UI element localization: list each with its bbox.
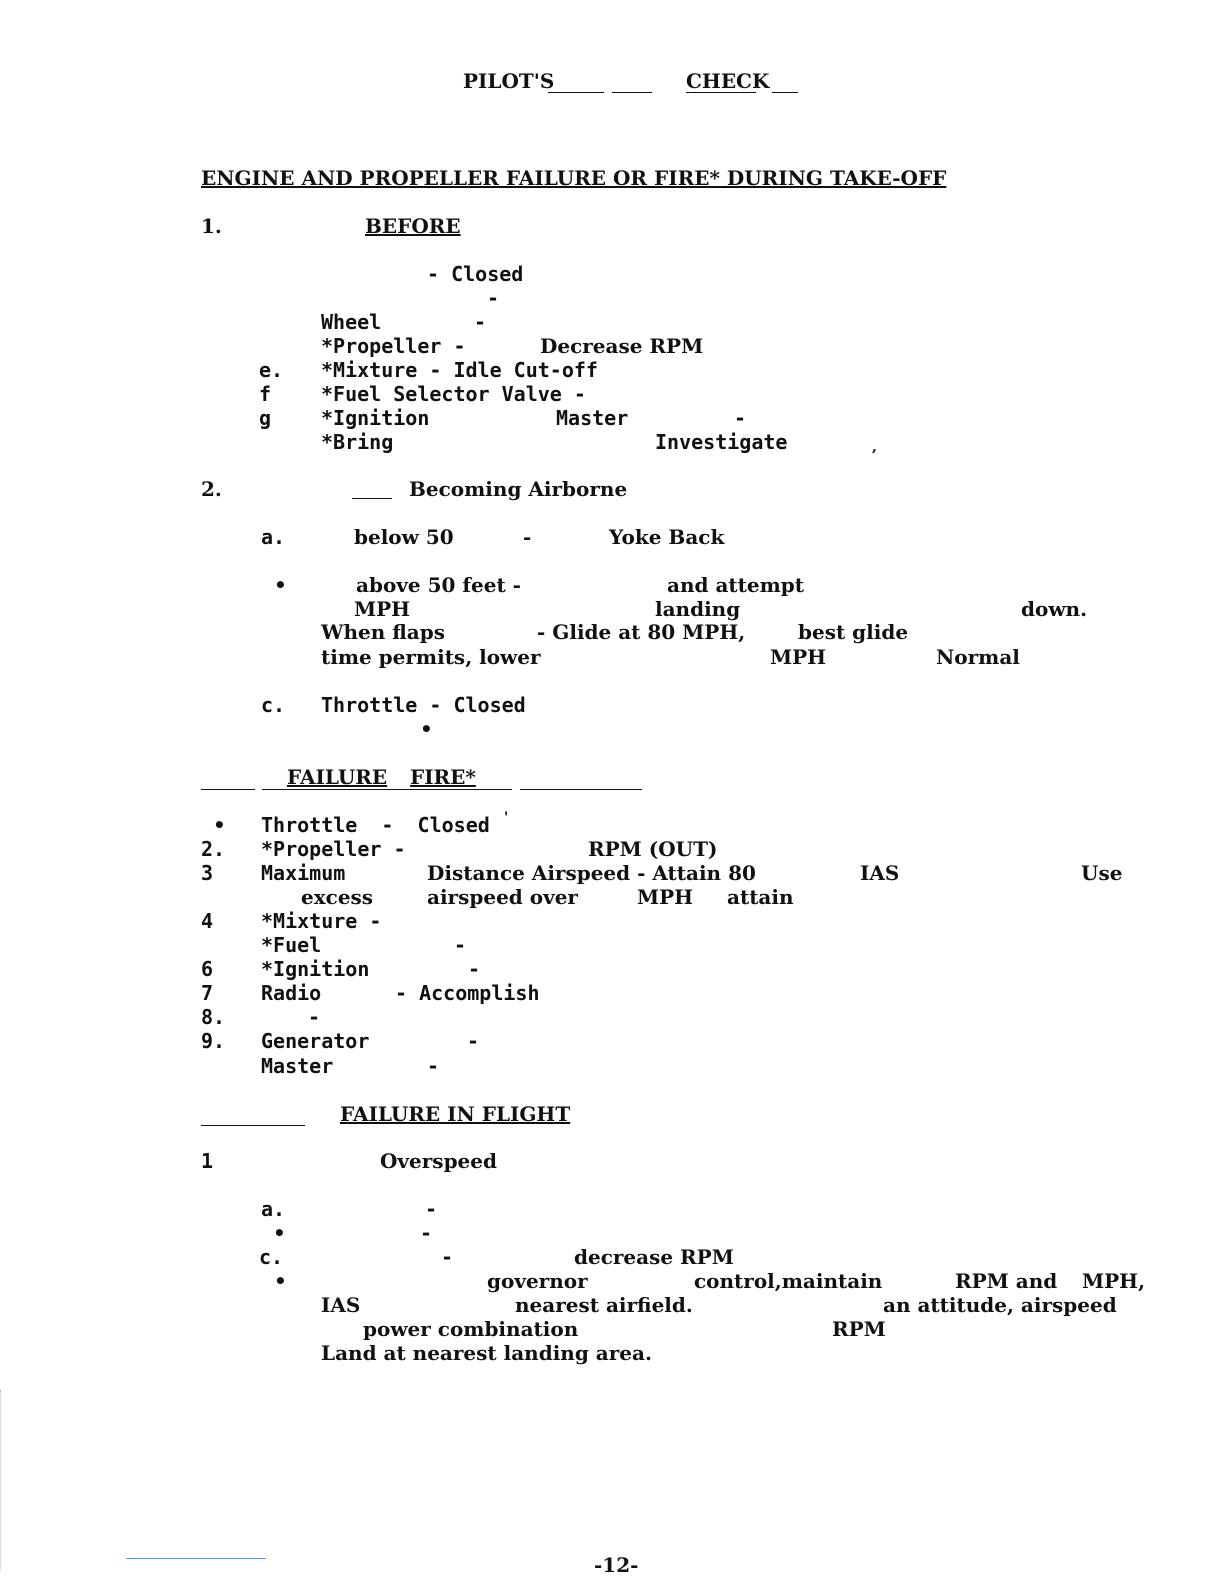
blank-line xyxy=(520,789,642,790)
text-master: Master xyxy=(261,1054,334,1078)
dash: - xyxy=(487,286,500,310)
item-number: 3 xyxy=(201,861,214,885)
blank-line xyxy=(612,92,652,93)
item-title-before: BEFORE xyxy=(365,214,461,238)
item-number: 2. xyxy=(201,837,226,861)
text-mph: MPH xyxy=(354,597,411,621)
bullet: • xyxy=(274,573,287,597)
text-above-50: above 50 feet - xyxy=(356,573,521,597)
text-rpm: RPM xyxy=(832,1317,886,1341)
dash: - xyxy=(734,406,747,430)
text-time-permits: time permits, lower xyxy=(321,645,541,669)
text-power-combination: power combination xyxy=(363,1317,579,1341)
item-letter: a. xyxy=(261,1197,286,1221)
item-number: 1. xyxy=(201,214,222,238)
text-generator: Generator xyxy=(261,1029,370,1053)
text-use: Use xyxy=(1081,861,1123,885)
text-ias: IAS xyxy=(321,1293,361,1317)
item-letter: c. xyxy=(259,1245,284,1269)
item-number: 7 xyxy=(201,981,214,1005)
bullet: • xyxy=(213,813,226,837)
text-nearest-airfield: nearest airfield. xyxy=(515,1293,693,1317)
text-glide-80: - Glide at 80 MPH, xyxy=(537,620,746,644)
blank-line xyxy=(772,92,798,93)
text-fuel-selector: *Fuel Selector Valve - xyxy=(321,382,586,406)
dash: - xyxy=(474,310,487,334)
text-control-maintain: control,maintain xyxy=(694,1269,883,1293)
text-best-glide: best glide xyxy=(798,620,909,644)
header-title-part2: CHECK xyxy=(686,69,770,93)
dash: - xyxy=(467,1029,480,1053)
text-master: Master xyxy=(556,406,629,430)
dash: - xyxy=(441,1245,454,1269)
text-ignition: *Ignition xyxy=(321,406,430,430)
footnote-rule xyxy=(126,1558,266,1559)
text-yoke-back: Yoke Back xyxy=(609,525,725,549)
page-number: -12- xyxy=(594,1553,639,1577)
scan-edge xyxy=(0,1390,3,1570)
underline xyxy=(686,92,756,93)
underline xyxy=(262,789,512,790)
stray-tick: ' xyxy=(504,810,509,826)
item-number: 2. xyxy=(201,477,222,501)
text-ias: IAS xyxy=(860,861,900,885)
dash: - xyxy=(454,933,467,957)
bullet: • xyxy=(274,1269,287,1293)
text-closed: - Closed xyxy=(427,262,524,286)
text-mixture: *Mixture - Idle Cut-off xyxy=(321,358,598,382)
text-airspeed-over: airspeed over xyxy=(427,885,578,909)
text-landing: landing xyxy=(655,597,741,621)
text-maximum: Maximum xyxy=(261,861,346,885)
dash: - xyxy=(427,1054,440,1078)
item-number: 6 xyxy=(201,957,214,981)
text-throttle-closed: Throttle - Closed xyxy=(321,693,526,717)
text-propeller: *Propeller - xyxy=(321,334,466,358)
text-land-nearest: Land at nearest landing area. xyxy=(321,1341,652,1365)
item-number: 9. xyxy=(201,1029,226,1053)
text-normal: Normal xyxy=(936,645,1020,669)
text-mixture: *Mixture - xyxy=(261,909,382,933)
blank-line xyxy=(352,498,392,499)
text-mph: MPH, xyxy=(1082,1269,1146,1293)
text-mph: MPH xyxy=(770,645,827,669)
text-rpm-out: RPM (OUT) xyxy=(588,837,718,861)
dash: - xyxy=(308,1005,321,1029)
text-accomplish: - Accomplish xyxy=(395,981,540,1005)
item-letter: f xyxy=(259,382,272,406)
text-governor: governor xyxy=(487,1269,588,1293)
text-throttle-closed: Throttle - Closed xyxy=(261,813,490,837)
item-title-airborne: Becoming Airborne xyxy=(409,477,628,501)
item-title-overspeed: Overspeed xyxy=(380,1149,497,1173)
section-heading-fire: FIRE* xyxy=(410,765,476,789)
text-and-attempt: and attempt xyxy=(667,573,804,597)
item-number: 4 xyxy=(201,909,214,933)
stray-comma: , xyxy=(872,439,877,455)
text-excess: excess xyxy=(301,885,374,909)
item-letter: g xyxy=(259,406,272,430)
text-when-flaps: When flaps xyxy=(321,620,445,644)
text-radio: Radio xyxy=(261,981,322,1005)
text-fuel: *Fuel xyxy=(261,933,322,957)
text-attain: attain xyxy=(727,885,794,909)
dash: - xyxy=(420,1221,433,1245)
item-letter: e. xyxy=(259,358,284,382)
blank-line xyxy=(548,92,604,93)
bullet: • xyxy=(273,1221,286,1245)
text-down: down. xyxy=(1021,597,1088,621)
text-below-50: below 50 xyxy=(354,525,454,549)
item-letter: a. xyxy=(261,525,286,549)
text-investigate: Investigate xyxy=(655,430,788,454)
text-rpm-and: RPM and xyxy=(955,1269,1058,1293)
item-letter: c. xyxy=(261,693,286,717)
text-decrease-rpm: Decrease RPM xyxy=(540,334,704,358)
text-decrease-rpm: decrease RPM xyxy=(574,1245,734,1269)
dash: - xyxy=(425,1197,438,1221)
text-propeller: *Propeller - xyxy=(261,837,406,861)
blank-line xyxy=(201,789,255,790)
text-attitude-airspeed: an attitude, airspeed xyxy=(883,1293,1117,1317)
text-ignition: *Ignition xyxy=(261,957,370,981)
item-number: 8. xyxy=(201,1005,226,1029)
section-heading-takeoff-failure: ENGINE AND PROPELLER FAILURE OR FIRE* DURING TAKE-OFF xyxy=(201,166,947,190)
blank-line xyxy=(201,1125,305,1126)
text-mph: MPH xyxy=(637,885,694,909)
section-heading-failure-in-flight: FAILURE IN FLIGHT xyxy=(340,1102,571,1126)
dash: - xyxy=(468,957,481,981)
header-title-part1: PILOT'S xyxy=(463,69,555,93)
text-distance-airspeed: Distance Airspeed - Attain 80 xyxy=(427,861,756,885)
text-wheel: Wheel xyxy=(321,310,382,334)
item-number: 1 xyxy=(201,1149,214,1173)
text-bring: *Bring xyxy=(321,430,394,454)
dash: - xyxy=(523,525,532,549)
section-heading-failure: FAILURE xyxy=(287,765,388,789)
bullet: • xyxy=(420,717,433,741)
